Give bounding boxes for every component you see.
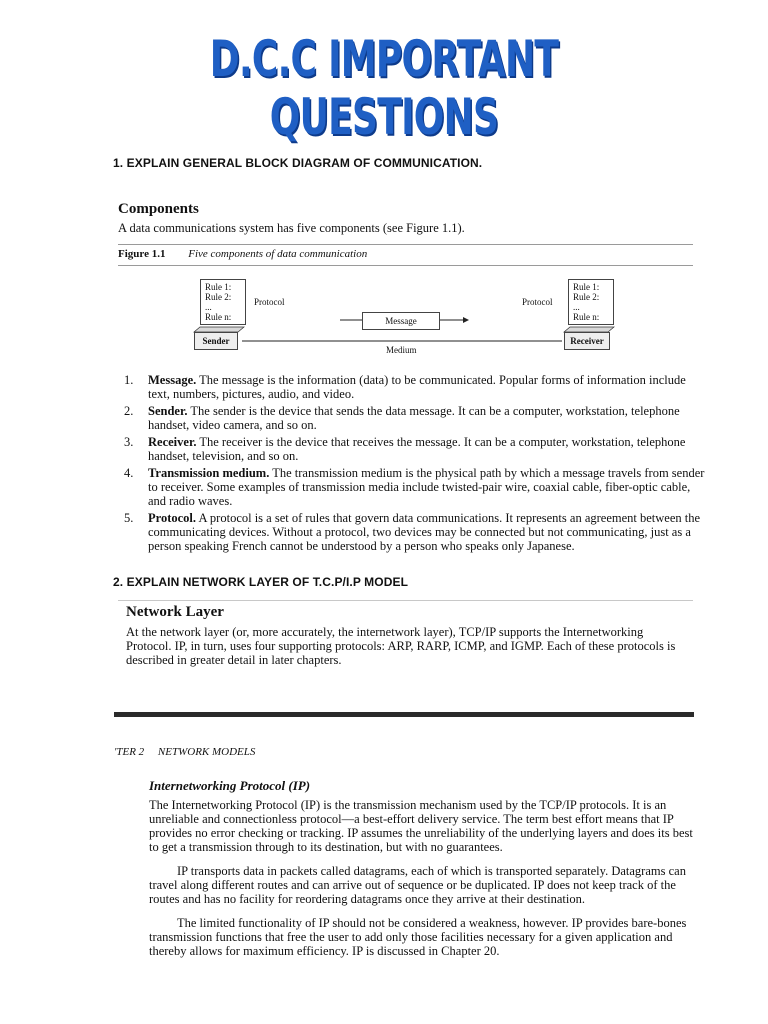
figure-label: Figure 1.1 <box>118 248 166 260</box>
item-number: 2. <box>124 404 134 418</box>
item-term: Protocol. <box>148 511 197 525</box>
rule-line: Rule 1: <box>205 282 232 292</box>
item-number: 1. <box>124 373 134 387</box>
components-heading: Components <box>118 201 199 217</box>
network-layer-heading: Network Layer <box>126 604 224 620</box>
item-term: Transmission medium. <box>148 466 270 480</box>
ip-heading: Internetworking Protocol (IP) <box>149 778 311 793</box>
item-text: The message is the information (data) to be communicated. Popular forms of information include text, numbers, pictures, audio, and video. <box>148 373 686 401</box>
item-term: Receiver. <box>148 435 197 449</box>
receiver-box: Receiver <box>564 332 610 350</box>
item-number: 3. <box>124 435 134 449</box>
sender-box: Sender <box>194 332 238 350</box>
ip-paragraph-2: IP transports data in packets called datagrams, each of which is transported separately. Datagrams can travel along different routes and can arrive out of sequence or be duplicated. IP does not keep track of the routes and has no facility for reordering datagrams once they arrive at their destination. <box>149 864 686 906</box>
components-intro: A data communications system has five components (see Figure 1.1). <box>118 221 465 235</box>
section-divider <box>114 712 694 717</box>
figure-top-rule <box>118 244 693 245</box>
network-layer-rule <box>118 600 693 601</box>
message-box: Message <box>362 312 440 330</box>
list-item <box>124 466 708 508</box>
rule-line: Rule 1: <box>573 282 600 292</box>
rule-line: ... <box>573 302 580 312</box>
figure-bottom-rule <box>118 265 693 266</box>
question-1-heading: 1. EXPLAIN GENERAL BLOCK DIAGRAM OF COMMUNICATION. <box>113 156 483 170</box>
list-item <box>124 404 708 432</box>
figure-label-row <box>118 248 367 260</box>
protocol-label-left: Protocol <box>254 297 285 307</box>
rule-line: Rule n: <box>573 312 600 322</box>
question-2-heading: 2. EXPLAIN NETWORK LAYER OF T.C.P/I.P MODEL <box>113 575 409 589</box>
item-number: 4. <box>124 466 134 480</box>
item-text: The transmission medium is the physical path by which a message travels from sender to receiver. Some examples of transmission media include twisted-pair wire, coaxial cable, fiber-optic cable, and radio waves. <box>148 466 705 508</box>
components-list <box>124 373 708 556</box>
list-item <box>124 373 708 401</box>
chapter-header: 'TER 2 NETWORK MODELS <box>114 746 256 758</box>
ip-paragraph-3: The limited functionality of IP should not be considered a weakness, however. IP provides bare-bones transmission functions that free the user to add only those facilities necessary for a given application and thereby allows for maximum efficiency. IP is discussed in Chapter 20. <box>149 916 687 958</box>
protocol-label-right: Protocol <box>522 297 553 307</box>
rule-line: Rule n: <box>205 312 232 322</box>
item-text: A protocol is a set of rules that govern data communications. It represents an agreement between the communicating devices. Without a protocol, two devices may be connected but not communicating, just as a person speaking French cannot be understood by a person who speaks only Japanese. <box>148 511 701 553</box>
page-title: D.C.C IMPORTANT QUESTIONS <box>209 30 559 146</box>
ip-paragraph-1: The Internetworking Protocol (IP) is the transmission mechanism used by the TCP/IP protocols. It is an unreliable and connectionless protocol—a best-effort delivery service. The term best effort means that IP provides no error checking or tracking. IP assumes the unreliability of the underlying layers and does its best to get a transmission through to its destination, but with no guarantees. <box>149 798 693 854</box>
item-text: The sender is the device that sends the data message. It can be a computer, workstation, telephone handset, video camera, and so on. <box>148 404 680 432</box>
item-term: Message. <box>148 373 197 387</box>
list-item <box>124 435 708 463</box>
rule-line: Rule 2: <box>205 292 232 302</box>
rule-line: Rule 2: <box>573 292 600 302</box>
network-layer-text: At the network layer (or, more accurately, the internetwork layer), TCP/IP supports the Internetworking Protocol. IP, in turn, uses four supporting protocols: ARP, RARP, ICMP, and IGMP. Each of these protocols is described in greater detail in later chapters. <box>126 625 676 667</box>
list-item <box>124 511 708 553</box>
item-text: The receiver is the device that receives the message. It can be a computer, workstation, telephone handset, television, and so on. <box>148 435 686 463</box>
item-term: Sender. <box>148 404 188 418</box>
item-number: 5. <box>124 511 134 525</box>
figure-caption: Five components of data communication <box>188 248 368 260</box>
medium-label: Medium <box>386 345 417 355</box>
rule-line: ... <box>205 302 212 312</box>
